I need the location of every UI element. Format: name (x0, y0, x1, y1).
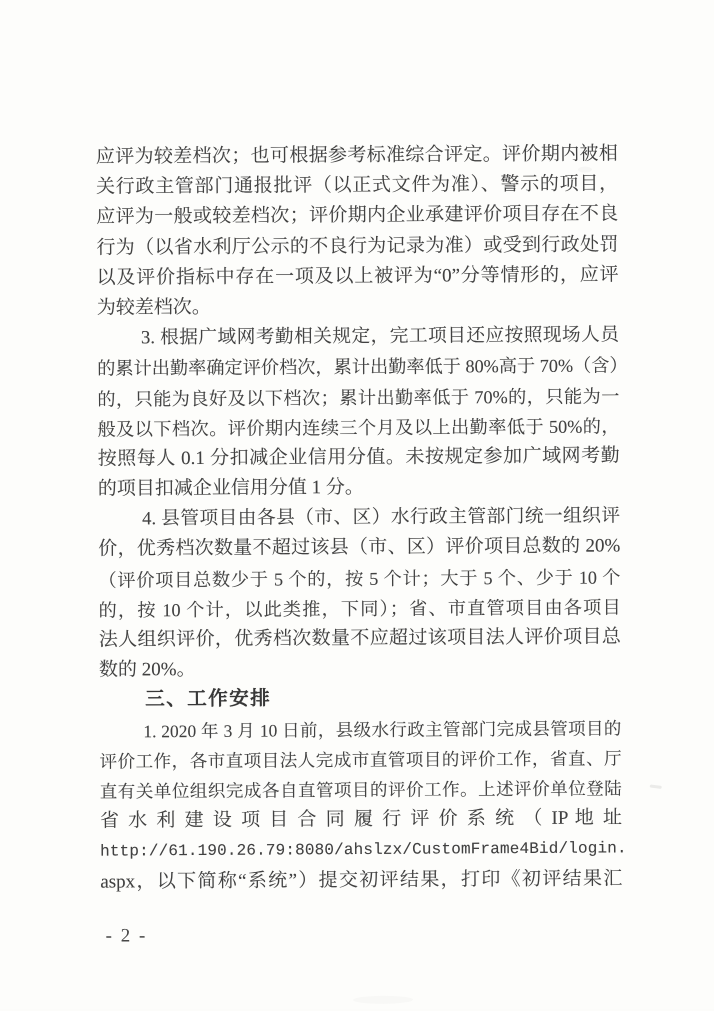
text-line: 的累计出勤率确定评价档次，累计出勤率低于 80%高于 70%（含） (97, 351, 619, 384)
text-line: 数的 20%。 (99, 653, 621, 686)
spread-text-line: 省 水 利 建 设 项 目 合 同 履 行 评 价 系 统 （ IP 地 址 (100, 804, 622, 837)
text-line: 应评为较差档次；也可根据参考标准综合评定。评价期内被相 (96, 139, 618, 172)
text-line: 1. 2020 年 3 月 10 日前，县级水行政主管部门完成县管项目的 (99, 713, 621, 746)
text-line: 4. 县管项目由各县（市、区）水行政主管部门统一组织评 (98, 502, 620, 535)
text-line: 行为（以省水利厅公示的不良行为记录为准）或受到行政处罚 (96, 230, 618, 263)
text-line: 法人组织评价，优秀档次数量不应超过该项目法人评价项目总 (99, 622, 621, 655)
text-line: aspx，以下简称“系统”）提交初评结果，打印《初评结果汇 (100, 864, 622, 897)
document-body (96, 139, 623, 897)
url-line: http://61.190.26.79:8080/ahslzx/CustomFrame4Bid/login. (100, 834, 622, 867)
text-line: 以及评价指标中存在一项及以上被评为“0”分等情形的，应评 (97, 260, 619, 293)
text-line: 为较差档次。 (97, 290, 619, 323)
text-line: 3. 根据广域网考勤相关规定，完工项目还应按照现场人员 (97, 321, 619, 354)
text-line: 的项目扣减企业信用分值 1 分。 (98, 471, 620, 504)
text-line: 般及以下档次。评价期内连续三个月及以上出勤率低于 50%的， (97, 411, 619, 444)
text-line: 关行政主管部门通报批评（以正式文件为准）、警示的项目， (96, 170, 618, 203)
page-number: - 2 - (106, 925, 148, 947)
text-line: 按照每人 0.1 分扣减企业信用分值。未按规定参加广域网考勤 (98, 441, 620, 474)
scan-smudge (353, 996, 413, 1004)
scan-smudge (650, 784, 662, 789)
text-line: 价，优秀档次数量不超过该县（市、区）评价项目总数的 20% (98, 532, 620, 565)
text-line: 的，按 10 个计，以此类推，下同）；省、市直管项目由各项目 (99, 592, 621, 625)
text-line: 的，只能为良好及以下档次；累计出勤率低于 70%的，只能为一 (97, 381, 619, 414)
text-line: （评价项目总数少于 5 个的，按 5 个计；大于 5 个、少于 10 个 (98, 562, 620, 595)
section-heading-work-arrangement: 三、工作安排 (99, 683, 621, 716)
text-line: 直有关单位组织完成各自直管项目的评价工作。上述评价单位登陆 (100, 773, 622, 806)
text-line: 应评为一般或较差档次；评价期内企业承建评价项目存在不良 (96, 200, 618, 233)
text-line: 评价工作，各市直项目法人完成市直管项目的评价工作，省直、厅 (99, 743, 621, 776)
